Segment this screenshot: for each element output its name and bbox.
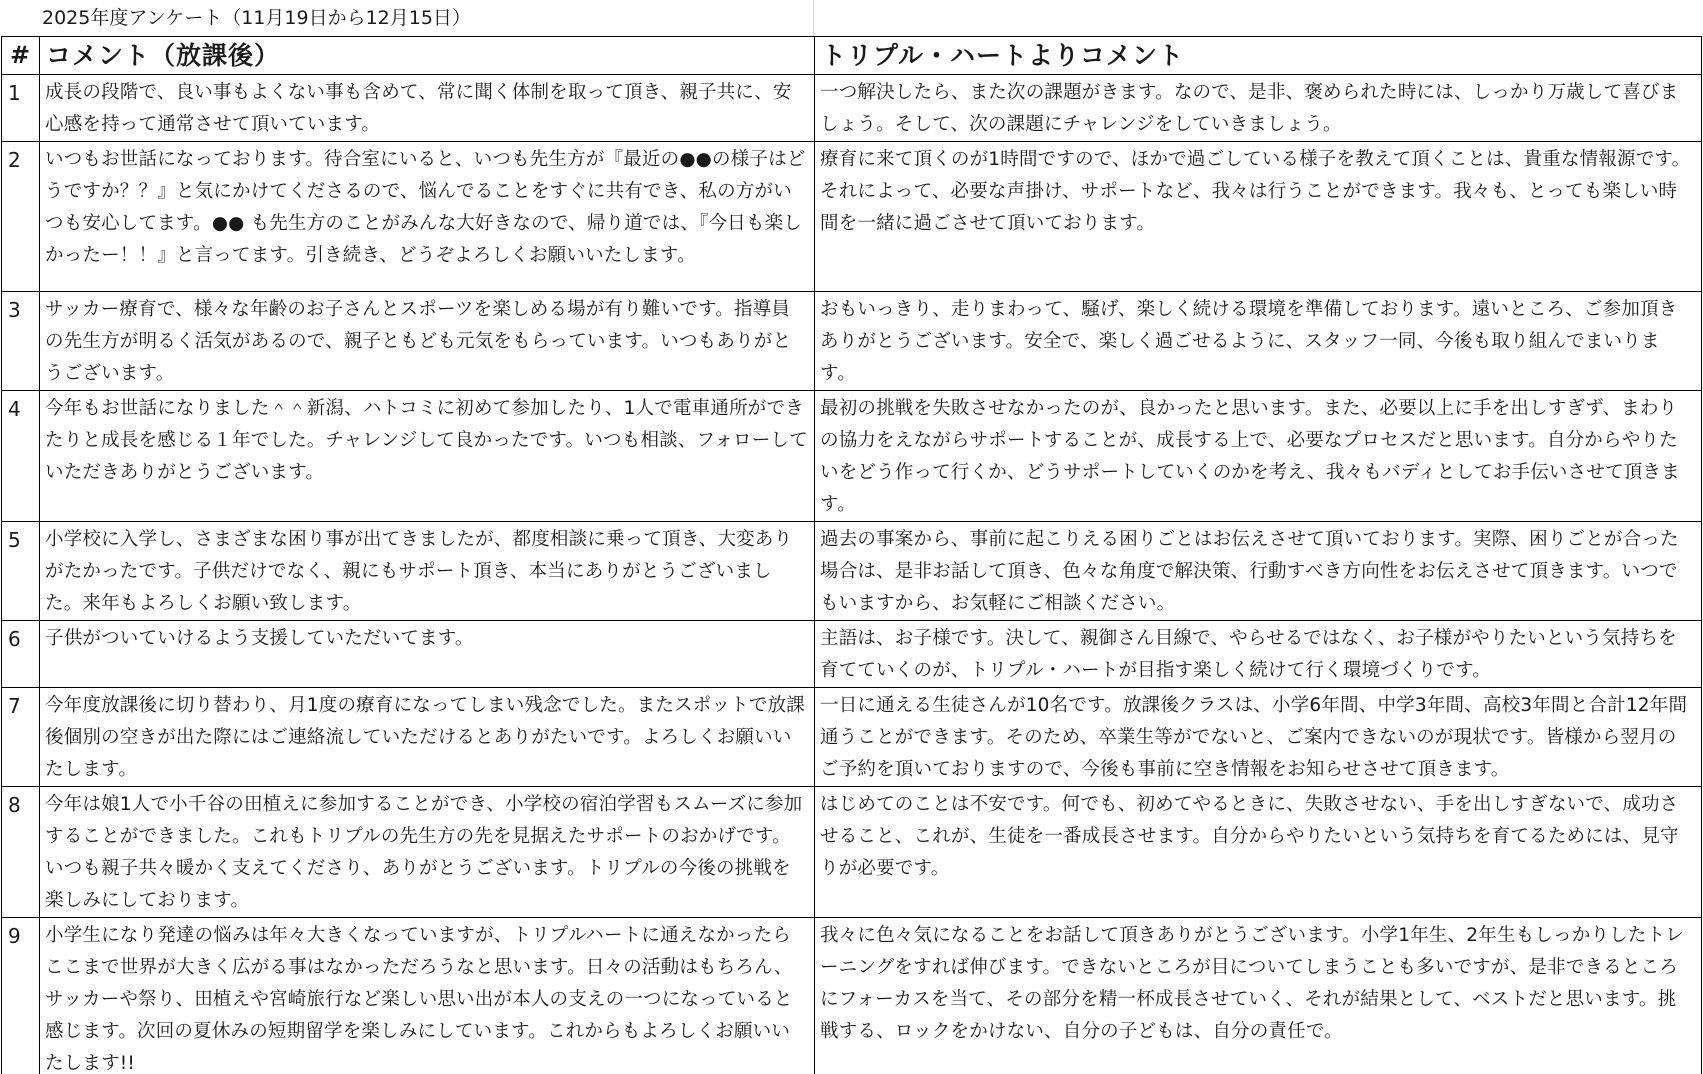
reply-cell[interactable]: はじめてのことは不安です。何でも、初めてやるときに、失敗させない、手を出しすぎないで、成功させること、これが、生徒を一番成長させます。自分からやりたいという気持ちを育てるためには、見守りが必要です。 [815, 787, 1702, 918]
reply-cell[interactable]: 一日に通える生徒さんが10名です。放課後クラスは、小学6年間、中学3年間、高校3年間と合計12年間通うことができます。そのため、卒業生等がでないと、ご案内できないのが現状です。皆様から翌月のご予約を頂いておりますので、今後も事前に空き情報をお知らせさせて頂きます。 [815, 688, 1702, 787]
comment-cell[interactable]: サッカー療育で、様々な年齢のお子さんとスポーツを楽しめる場が有り難いです。指導員の先生方が明るく活気があるので、親子ともども元気をもらっています。いつもありがとうございます。 [40, 292, 815, 391]
header-number[interactable]: # [2, 37, 40, 75]
row-number[interactable]: 7 [2, 688, 40, 787]
row-number[interactable]: 2 [2, 142, 40, 292]
row-number[interactable]: 4 [2, 391, 40, 522]
comment-cell[interactable]: 成長の段階で、良い事もよくない事も含めて、常に聞く体制を取って頂き、親子共に、安心感を持って通常させて頂いています。 [40, 75, 815, 142]
reply-cell[interactable]: 療育に来て頂くのが1時間ですので、ほかで過ごしている様子を教えて頂くことは、貴重な情報源です。それによって、必要な声掛け、サポートなど、我々は行うことができます。我々も、とっても楽しい時間を一緒に過ごさせて頂いております。 [815, 142, 1702, 292]
comment-cell[interactable]: 今年度放課後に切り替わり、月1度の療育になってしまい残念でした。またスポットで放課後個別の空きが出た際にはご連絡流していただけるとありがたいです。よろしくお願いいたします。 [40, 688, 815, 787]
survey-table [1, 36, 1702, 1074]
row-number[interactable]: 3 [2, 292, 40, 391]
row-number[interactable]: 5 [2, 522, 40, 621]
reply-cell[interactable]: 我々に色々気になることをお話して頂きありがとうございます。小学1年生、2年生もしっかりしたトレーニングをすれば伸びます。できないところが目についてしまうことも多いですが、是非できるところにフォーカスを当て、その部分を精一杯成長させていく、それが結果として、ベストだと思います。挑戦する、ロックをかけない、自分の子どもは、自分の責任で。 [815, 918, 1702, 1074]
table-row [2, 292, 1702, 391]
comment-cell[interactable]: 小学生になり発達の悩みは年々大きくなっていますが、トリプルハートに通えなかったらここまで世界が大きく広がる事はなかっただろうなと思います。日々の活動はもちろん、サッカーや祭り、田植えや宮崎旅行など楽しい思い出が本人の支えの一つになっていると感じます。次回の夏休みの短期留学を楽しみにしています。これからもよろしくお願いいたします!! [40, 918, 815, 1074]
reply-cell[interactable]: 最初の挑戦を失敗させなかったのが、良かったと思います。また、必要以上に手を出しすぎず、まわりの協力をえながらサポートすることが、成長する上で、必要なプロセスだと思います。自分からやりたいをどう作って行くか、どうサポートしていくのかを考え、我々もバディとしてお手伝いさせて頂きます。 [815, 391, 1702, 522]
table-row [2, 75, 1702, 142]
comment-cell[interactable]: いつもお世話になっております。待合室にいると、いつも先生方が『最近の●●の様子はどうですか？？』と気にかけてくださるので、悩んでることをすぐに共有でき、私の方がいつも安心してます。●● も先生方のことがみんな大好きなので、帰り道では、『今日も楽しかったー！！』と言ってます。引き続き、どうぞよろしくお願いいたします。 [40, 142, 815, 292]
table-row [2, 918, 1702, 1074]
reply-cell[interactable]: おもいっきり、走りまわって、騒げ、楽しく続ける環境を準備しております。遠いところ、ご参加頂きありがとうございます。安全で、楽しく過ごせるように、スタッフ一同、今後も取り組んでまいります。 [815, 292, 1702, 391]
row-number[interactable]: 8 [2, 787, 40, 918]
caption-row [0, 0, 1703, 36]
row-number[interactable]: 6 [2, 621, 40, 688]
row-number[interactable]: 1 [2, 75, 40, 142]
row-number[interactable]: 9 [2, 918, 40, 1074]
table-row [2, 391, 1702, 522]
comment-cell[interactable]: 子供がついていけるよう支援していただいてます。 [40, 621, 815, 688]
reply-cell[interactable]: 一つ解決したら、また次の課題がきます。なので、是非、褒められた時には、しっかり万歳して喜びましょう。そして、次の課題にチャレンジをしていきましょう。 [815, 75, 1702, 142]
comment-cell[interactable]: 今年は娘1人で小千谷の田植えに参加することができ、小学校の宿泊学習もスムーズに参加することができました。これもトリプルの先生方の先を見据えたサポートのおかげです。いつも親子共々暖かく支えてくださり、ありがとうございます。トリプルの今後の挑戦を楽しみにしております。 [40, 787, 815, 918]
comment-cell[interactable]: 今年もお世話になりました＾＾新潟、ハトコミに初めて参加したり、1人で電車通所ができたりと成長を感じる１年でした。チャレンジして良かったです。いつも相談、フォローしていただきありがとうございます。 [40, 391, 815, 522]
survey-caption[interactable]: 2025年度アンケート（11月19日から12月15日） [42, 7, 471, 29]
table-row [2, 522, 1702, 621]
table-row [2, 787, 1702, 918]
table-row [2, 688, 1702, 787]
comment-cell[interactable]: 小学校に入学し、さまざまな困り事が出てきましたが、都度相談に乗って頂き、大変ありがたかったです。子供だけでなく、親にもサポート頂き、本当にありがとうございました。来年もよろしくお願い致します。 [40, 522, 815, 621]
reply-cell[interactable]: 主語は、お子様です。決して、親御さん目線で、やらせるではなく、お子様がやりたいという気持ちを育てていくのが、トリプル・ハートが目指す楽しく続けて行く環境づくりです。 [815, 621, 1702, 688]
table-row [2, 142, 1702, 292]
header-reply[interactable]: トリプル・ハートよりコメント [815, 37, 1702, 75]
table-row [2, 621, 1702, 688]
header-comment[interactable]: コメント（放課後） [40, 37, 815, 75]
header-row [2, 37, 1702, 75]
column-divider [813, 0, 814, 36]
reply-cell[interactable]: 過去の事案から、事前に起こりえる困りごとはお伝えさせて頂いております。実際、困りごとが合った場合は、是非お話して頂き、色々な角度で解決策、行動すべき方向性をお伝えさせて頂きます。いつでもいますから、お気軽にご相談ください。 [815, 522, 1702, 621]
